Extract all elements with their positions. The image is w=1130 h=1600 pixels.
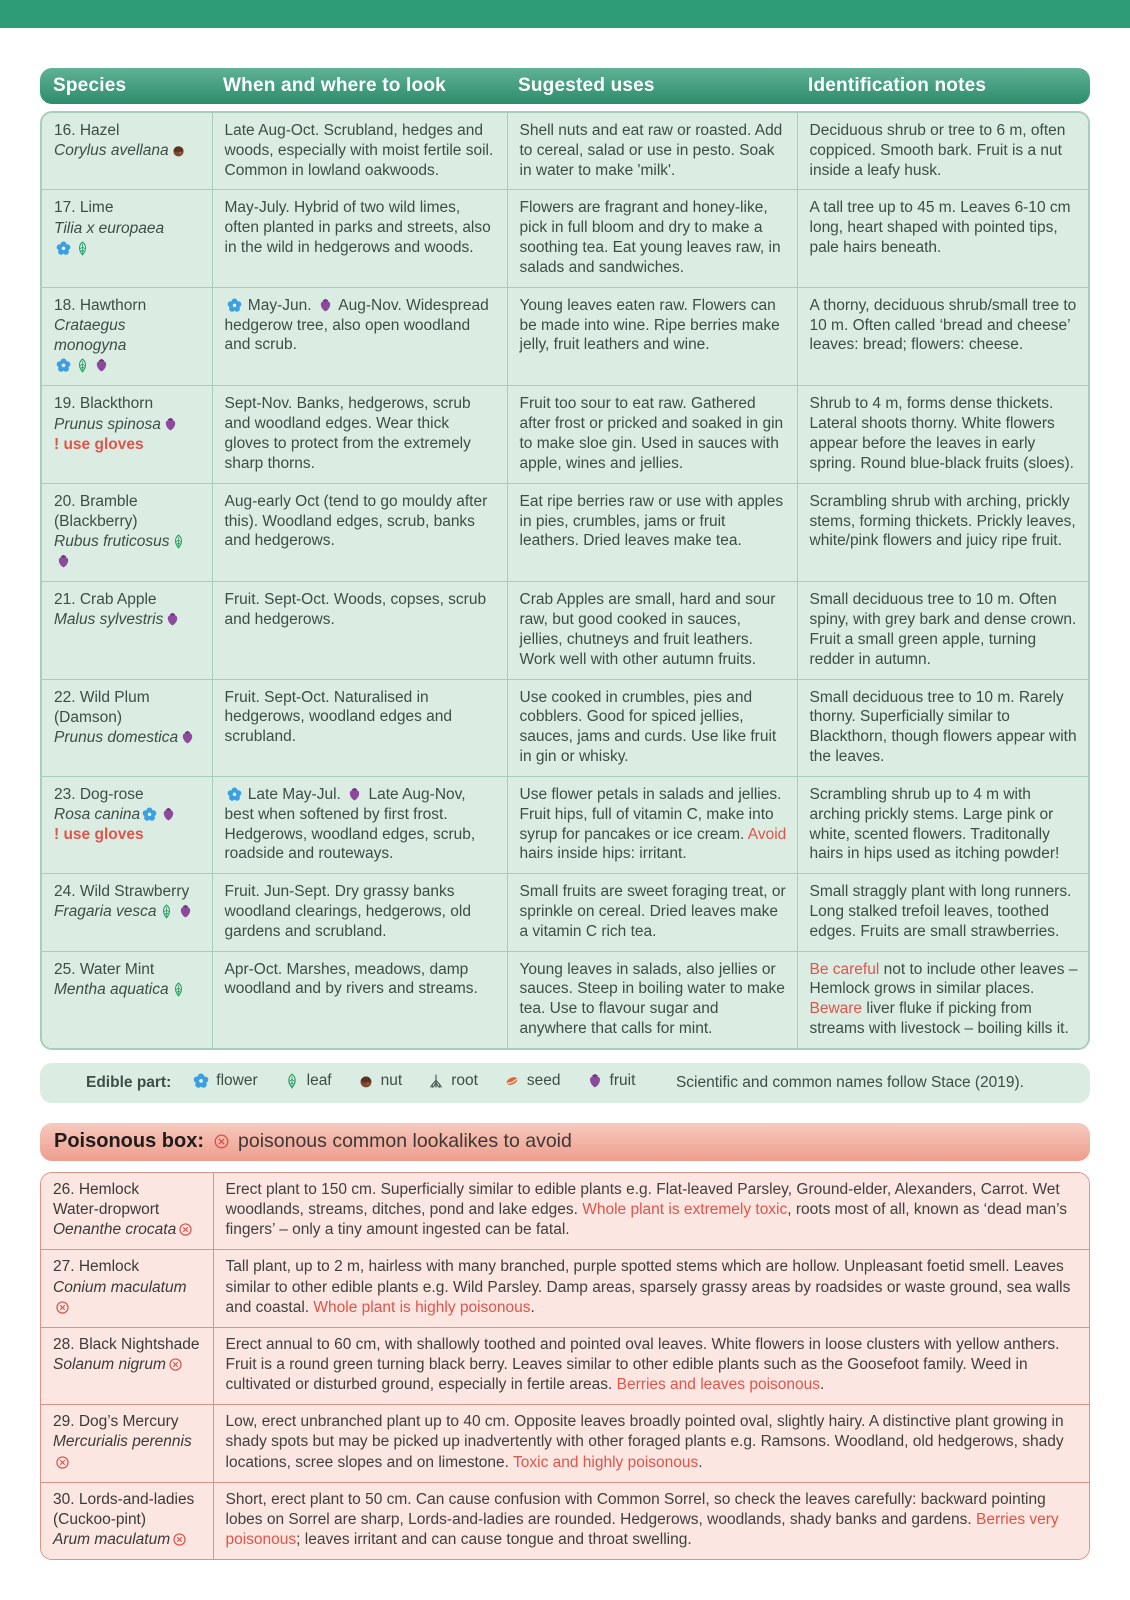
poison-icon [55, 1455, 70, 1470]
species-name-line [54, 785, 202, 805]
species-name-line [53, 1530, 201, 1550]
text-run: Fruit. Sept-Oct. Woods, copses, scrub and hedgerows. [224, 591, 487, 629]
uses-cell [507, 113, 797, 190]
text-run: Young leaves in salads, also jellies or sauces. Steep in boiling water to make tea. Use to flavour sugar and anywhere that calls for mint. [519, 960, 785, 1038]
text-run: . [698, 1453, 703, 1471]
description-cell [213, 1173, 1090, 1250]
poison-icon [213, 1133, 230, 1150]
text-run: 30. Lords-and-ladies [53, 1490, 195, 1508]
id-cell [797, 190, 1090, 287]
text-run: 17. Lime [54, 199, 114, 217]
text-run: Short, erect plant to 50 cm. Can cause confusion with Common Sorrel, so check the leaves carefully: backward pointing lobes on Sorrel are sharp, Lords-and-ladies are rounded. Hedgerows, woodlands, shady banks and gardens. [225, 1490, 1046, 1528]
text-run: Eat ripe berries raw or use with apples in pies, crumbles, jams or fruit leathers. Dried leaves make tea. [519, 492, 784, 550]
description-cell [213, 1405, 1090, 1482]
text-run: Fruit. Sept-Oct. Naturalised in hedgerows, woodland edges and scrubland. [224, 688, 453, 746]
flower-icon [227, 298, 242, 313]
legend-item-flower [191, 1072, 257, 1090]
species-cell [42, 190, 212, 287]
text-run: 23. Dog-rose [54, 785, 144, 803]
text-run: 16. Hazel [54, 122, 120, 139]
text-run: A thorny, deciduous shrub/small tree to 10 m. Often called ‘bread and cheese’ leaves: bread; flowers: cheese. [809, 296, 1077, 354]
poison-box-header [40, 1123, 1090, 1161]
text-run: Avoid [747, 825, 787, 843]
top-banner [0, 0, 1130, 28]
text-run: Rosa canina [54, 806, 141, 823]
text-run: Aug-early Oct (tend to go mouldy after this). Woodland edges, scrub, banks and hedgerows. [224, 492, 488, 550]
species-cell [42, 776, 212, 873]
description-cell [213, 1327, 1090, 1404]
text-run: Tall plant, up to 2 m, hairless with many branched, purple spotted stems which are hollow. Unpleasant foetid smell. Leaves similar to other edible plants e.g. Wild Parsley. Damp areas, sparsely grassy areas by roadsides or waste ground, sea walls and coastal. [225, 1258, 1071, 1316]
text-run: May-July. Hybrid of two wild limes, often planted in parks and streets, also in the wild in hedgerows and woods. [224, 199, 491, 257]
species-name-line [54, 980, 202, 1000]
poison-species-table [40, 1172, 1090, 1560]
text-run: Whole plant is extremely toxic [582, 1201, 788, 1219]
text-run: Scrambling shrub with arching, prickly stems, forming thickets. Prickly leaves, white/pink flowers and juicy ripe fruit. [809, 492, 1076, 550]
leaf-icon [171, 982, 186, 997]
species-name-line [53, 1510, 201, 1530]
leaf-icon [159, 904, 174, 919]
text-run: Prunus spinosa [54, 415, 161, 433]
text-run: Water-dropwort [53, 1201, 160, 1219]
species-name-line [54, 356, 202, 376]
text-run: May-Jun. [243, 296, 316, 314]
legend-item-label: root [451, 1071, 478, 1089]
text-run: 28. Black Nightshade [53, 1335, 200, 1353]
legend-items [191, 1072, 659, 1094]
species-name-line [54, 492, 202, 512]
id-cell [797, 113, 1090, 190]
text-run: Small straggly plant with long runners. Long stalked trefoil leaves, toothed edges. Fruits are small strawberries. [809, 883, 1072, 940]
species-name-line [54, 239, 202, 259]
species-name-line [54, 141, 202, 161]
species-name-line [53, 1355, 201, 1375]
text-run: Small deciduous tree to 10 m. Rarely thorny. Superficially similar to Blackthorn, though flowers appear with the leaves. [809, 688, 1077, 766]
species-row [42, 874, 1090, 951]
fruit-icon [587, 1073, 603, 1089]
text-run: 18. Hawthorn [54, 296, 147, 314]
species-name-line [53, 1257, 201, 1277]
column-header-uses: Sugested uses [518, 75, 655, 96]
table-header [40, 68, 1090, 104]
species-name-line [53, 1298, 201, 1318]
text-run: Rubus fruticosus [54, 532, 170, 550]
species-row [42, 190, 1090, 287]
text-run: Apr-Oct. Marshes, meadows, damp woodland and by rivers and streams. [224, 960, 478, 998]
text-run: Use flower petals in salads and jellies. Fruit hips, full of vitamin C, make into syrup for pancakes or ice cream. [519, 785, 782, 843]
text-run: (Blackberry) [54, 512, 138, 530]
text-run: , roots most of all, known as ‘dead man’s fingers’ – only a tiny amount ingested can be fatal. [225, 1201, 1067, 1239]
text-run: Prunus domestica [54, 728, 179, 746]
text-run: Mercurialis perennis [53, 1433, 192, 1451]
fruit-icon [178, 904, 193, 919]
id-cell [797, 951, 1090, 1048]
flower-icon [56, 358, 71, 373]
species-name-line [54, 960, 202, 980]
species-row [42, 287, 1090, 386]
species-cell [41, 1482, 213, 1559]
text-run: Beware [809, 1000, 863, 1018]
text-run: liver fluke if picking from streams with livestock – boiling kills it. [809, 1000, 1069, 1038]
edible-species-table [40, 111, 1090, 1050]
legend-item-fruit [585, 1072, 636, 1090]
text-run: Scrambling shrub up to 4 m with arching prickly stems. Large pink or white, scented flowers. Traditonally hairs in hips used as itching powder! [809, 785, 1060, 863]
legend-item-label: seed [526, 1071, 561, 1089]
text-run: 24. Wild Strawberry [54, 883, 190, 901]
nut-icon [358, 1073, 374, 1089]
species-name-line [53, 1432, 201, 1452]
when-cell [212, 190, 507, 287]
species-cell [41, 1327, 213, 1404]
column-header-when: When and where to look [223, 75, 446, 96]
poison-row [41, 1173, 1090, 1250]
fruit-icon [318, 298, 333, 313]
description-cell [213, 1250, 1090, 1327]
uses-cell [507, 679, 797, 776]
text-run: Be careful [809, 960, 880, 978]
poison-row [41, 1327, 1090, 1404]
species-cell [42, 582, 212, 679]
when-cell [212, 582, 507, 679]
uses-cell [507, 190, 797, 287]
when-cell [212, 386, 507, 483]
text-run: Erect plant to 150 cm. Superficially similar to edible plants e.g. Flat-leaved Parsley, Ground-elder, Alexanders, Carrot. Wet woodlands, streams, ditches, pond and lake edges. [225, 1180, 1060, 1219]
uses-cell [507, 582, 797, 679]
id-cell [797, 483, 1090, 582]
text-run: ! use gloves [54, 435, 144, 453]
text-run: ; leaves irritant and can cause tongue and throat swelling. [296, 1530, 692, 1548]
legend-item-seed [502, 1072, 561, 1090]
text-run: not to include other leaves – Hemlock grows in similar places. [809, 960, 1078, 998]
text-run: Corylus avellana [54, 142, 169, 160]
text-run: Malus sylvestris [54, 611, 164, 629]
text-run: Conium maculatum [53, 1278, 187, 1296]
text-run: Fruit. Jun-Sept. Dry grassy banks woodland clearings, hedgerows, old gardens and scrubland. [224, 883, 471, 940]
leaf-icon [171, 534, 186, 549]
text-run: Fruit too sour to eat raw. Gathered after frost or pricked and soaked in gin to make sloe gin. Used in sauces with apple, wines and jellies. [519, 395, 784, 472]
poison-icon [55, 1300, 70, 1315]
species-name-line [53, 1412, 201, 1432]
species-cell [42, 951, 212, 1048]
species-cell [42, 113, 212, 190]
text-run: Low, erect unbranched plant up to 40 cm. Opposite leaves broadly pointed oval, slightly hairy. A distinctive plant growing in shady spots but may be picked up inadvertently with other foraged plants e.g. Ramsons. Woodland, old hedgerows, shady locations, scree slopes and on limestone. [225, 1413, 1064, 1471]
species-row [42, 582, 1090, 679]
id-cell [797, 386, 1090, 483]
text-run: Whole plant is highly poisonous [313, 1298, 531, 1316]
legend-item-label: nut [380, 1071, 403, 1089]
species-name-line [54, 688, 202, 708]
id-cell [797, 874, 1090, 951]
fruit-icon [347, 787, 362, 802]
text-run: Shrub to 4 m, forms dense thickets. Lateral shoots thorny. White flowers appear before the leaves in early spring. Round blue-black fruits (sloes). [809, 395, 1074, 472]
id-cell [797, 776, 1090, 873]
text-run: Small fruits are sweet foraging treat, or sprinkle on cereal. Dried leaves make a vitamin C rich tea. [519, 883, 786, 940]
leaf-icon [75, 241, 90, 256]
species-name-line [54, 825, 202, 845]
species-name-line [54, 198, 202, 218]
text-run: Arum maculatum [53, 1530, 171, 1548]
species-name-line [54, 882, 202, 902]
text-run: ! use gloves [54, 826, 144, 844]
fruit-icon [94, 358, 109, 373]
legend-item-leaf [282, 1072, 332, 1090]
species-name-line [54, 590, 202, 610]
text-run: Shell nuts and eat raw or roasted. Add to cereal, salad or use in pesto. Soak in water to make 'milk'. [519, 122, 783, 179]
text-run: 27. Hemlock [53, 1258, 140, 1276]
species-name-line [54, 512, 202, 532]
text-run: 25. Water Mint [54, 960, 155, 978]
uses-cell [507, 776, 797, 873]
when-cell [212, 874, 507, 951]
nut-icon [171, 143, 186, 158]
species-row [42, 113, 1090, 190]
id-cell [797, 679, 1090, 776]
legend-note: Scientific and common names follow Stace (2019). [675, 1073, 1024, 1091]
species-name-line [54, 435, 202, 455]
flower-icon [227, 787, 242, 802]
when-cell [212, 483, 507, 582]
species-name-line [54, 805, 202, 825]
text-run: (Damson) [54, 708, 123, 726]
text-run: 19. Blackthorn [54, 395, 154, 413]
text-run: Use cooked in crumbles, pies and cobblers. Good for spiced jellies, sauces, jams and curds. Use like fruit in gin or whisky. [519, 688, 777, 766]
when-cell [212, 113, 507, 190]
species-cell [41, 1250, 213, 1327]
id-cell [797, 582, 1090, 679]
foraging-guide-page [40, 68, 1090, 1560]
fruit-icon [161, 807, 176, 822]
species-name-line [53, 1335, 201, 1355]
text-run: Mentha aquatica [54, 980, 169, 998]
text-run: Late Aug-Oct. Scrubland, hedges and woods, especially with moist fertile soil. Common in lowland oakwoods. [224, 122, 494, 179]
text-run: Berries and leaves poisonous [616, 1376, 821, 1394]
uses-cell [507, 287, 797, 386]
species-name-line [54, 316, 202, 356]
species-name-line [54, 394, 202, 414]
species-name-line [54, 902, 202, 922]
text-run: Solanum nigrum [53, 1355, 166, 1373]
flower-icon [142, 807, 157, 822]
leaf-icon [75, 358, 90, 373]
id-cell [797, 287, 1090, 386]
species-row [42, 679, 1090, 776]
species-cell [42, 874, 212, 951]
uses-cell [507, 951, 797, 1048]
species-row [42, 951, 1090, 1048]
fruit-icon [165, 612, 180, 627]
legend-item-nut [356, 1072, 403, 1090]
species-name-line [54, 708, 202, 728]
leaf-icon [284, 1073, 300, 1089]
text-run: 21. Crab Apple [54, 591, 157, 609]
text-run: Deciduous shrub or tree to 6 m, often coppiced. Smooth bark. Fruit is a nut inside a leafy husk. [809, 122, 1066, 179]
legend-item-label: fruit [609, 1071, 636, 1089]
text-run: Late May-Jul. [243, 785, 346, 803]
species-cell [41, 1173, 213, 1250]
text-run: 20. Bramble [54, 492, 138, 510]
text-run: Tilia x europaea [54, 219, 165, 237]
species-cell [42, 483, 212, 582]
text-run: 26. Hemlock [53, 1180, 140, 1198]
text-run: Flowers are fragrant and honey-like, pick in full bloom and dry to make a soothing tea. Eat young leaves raw, in salads and sandwiches. [519, 199, 781, 276]
text-run: Toxic and highly poisonous [513, 1453, 699, 1471]
text-run: Young leaves eaten raw. Flowers can be made into wine. Ripe berries make jelly, fruit leathers and wine. [519, 296, 780, 354]
flower-icon [193, 1073, 209, 1089]
flower-icon [56, 241, 71, 256]
text-run: A tall tree up to 45 m. Leaves 6-10 cm long, heart shaped with pointed tips, pale hairs beneath. [809, 199, 1071, 257]
uses-cell [507, 386, 797, 483]
fruit-icon [180, 730, 195, 745]
species-name-line [53, 1180, 201, 1200]
poison-row [41, 1405, 1090, 1482]
text-run: hairs inside hips: irritant. [519, 845, 687, 863]
poison-icon [168, 1357, 183, 1372]
fruit-icon [163, 417, 178, 432]
text-run: Crab Apples are small, hard and sour raw, but good cooked in sauces, jellies, chutneys and fruit leathers. Work well with other autumn fruits. [519, 591, 776, 668]
species-row [42, 386, 1090, 483]
text-run: 22. Wild Plum [54, 688, 150, 706]
text-run: Erect annual to 60 cm, with shallowly toothed and pointed oval leaves. White flowers in loose clusters with yellow anthers. Fruit is a round green turning black berry. Leaves similar to other edible plants such as the Goosefoot family. Weed in cultivated or disturbed ground, especially in fertile areas. [225, 1335, 1060, 1394]
species-cell [42, 679, 212, 776]
species-name-line [54, 219, 202, 239]
species-row [42, 483, 1090, 582]
when-cell [212, 951, 507, 1048]
species-name-line [54, 532, 202, 572]
species-name-line [54, 610, 202, 630]
text-run: 29. Dog’s Mercury [53, 1413, 179, 1431]
text-run: Berries very poisonous [225, 1510, 1059, 1548]
poison-box-subtitle: poisonous common lookalikes to avoid [238, 1130, 572, 1153]
poison-box-title: Poisonous box: [54, 1130, 204, 1153]
legend-item-label: leaf [306, 1071, 332, 1089]
when-cell [212, 776, 507, 873]
column-header-species: Species [53, 75, 127, 96]
poison-icon [172, 1532, 187, 1547]
text-run: Oenanthe crocata [53, 1221, 177, 1239]
text-run: Fragaria vesca [54, 903, 157, 921]
species-name-line [54, 415, 202, 435]
legend-label: Edible part: [86, 1073, 172, 1091]
text-run: Sept-Nov. Banks, hedgerows, scrub and woodland edges. Wear thick gloves to protect from the extremely sharp thorns. [224, 395, 471, 472]
species-cell [42, 386, 212, 483]
text-run: . [820, 1376, 825, 1394]
species-name-line [53, 1278, 201, 1298]
species-cell [42, 287, 212, 386]
text-run: Late Aug-Nov, best when softened by first frost. Hedgerows, woodland edges, scrub, roadside and routeways. [224, 785, 476, 863]
poison-icon [178, 1222, 193, 1237]
column-header-identification: Identification notes [808, 75, 987, 96]
description-cell [213, 1482, 1090, 1559]
text-run: Small deciduous tree to 10 m. Often spiny, with grey bark and dense crown. Fruit a small green apple, turning redder in autumn. [809, 591, 1077, 668]
species-row [42, 776, 1090, 873]
text-run: Aug-Nov. Widespread hedgerow tree, also open woodland and scrub. [224, 296, 489, 354]
species-name-line [54, 121, 202, 141]
legend-item-label: flower [216, 1071, 258, 1089]
poison-row [41, 1250, 1090, 1327]
root-icon [428, 1073, 444, 1089]
when-cell [212, 679, 507, 776]
text-run: (Cuckoo-pint) [53, 1510, 147, 1528]
when-cell [212, 287, 507, 386]
uses-cell [507, 874, 797, 951]
species-cell [41, 1405, 213, 1482]
poison-row [41, 1482, 1090, 1559]
species-name-line [53, 1200, 201, 1220]
legend-item-root [426, 1072, 478, 1090]
species-name-line [53, 1490, 201, 1510]
seed-icon [504, 1073, 520, 1089]
uses-cell [507, 483, 797, 582]
legend-bar [40, 1063, 1090, 1103]
fruit-icon [56, 554, 71, 569]
text-run: Crataegus monogyna [54, 316, 127, 355]
species-name-line [53, 1453, 201, 1473]
species-name-line [53, 1220, 201, 1240]
species-name-line [54, 296, 202, 316]
species-name-line [54, 728, 202, 748]
text-run: . [530, 1298, 535, 1316]
